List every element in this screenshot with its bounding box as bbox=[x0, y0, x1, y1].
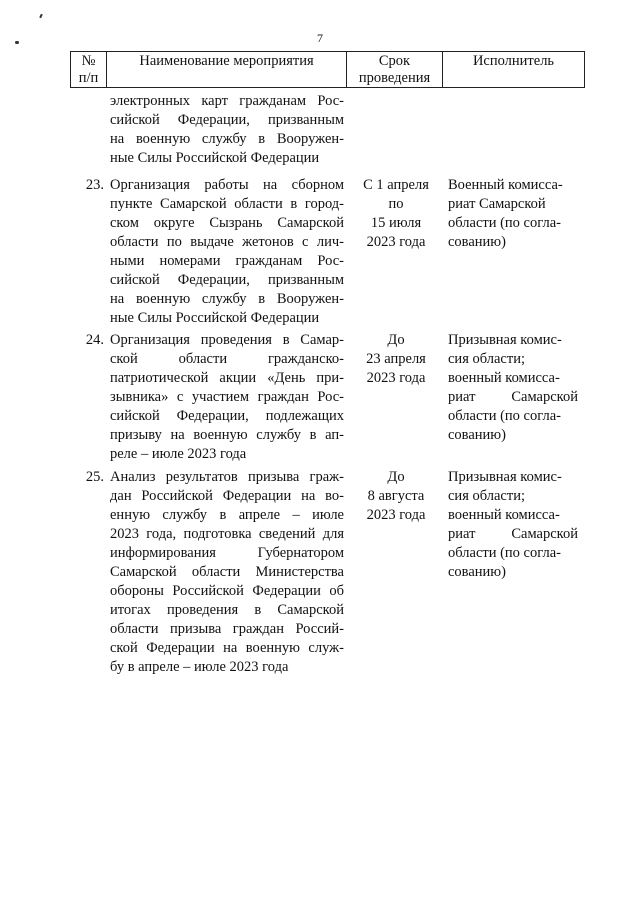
row-name-line: ской Федерации на военную служ- bbox=[110, 640, 344, 656]
row-term-line: 15 июля bbox=[370, 215, 422, 231]
row-exec-line: Военный комисса- bbox=[448, 177, 563, 193]
row-exec-line: сованию) bbox=[448, 234, 506, 250]
row-exec bbox=[448, 331, 578, 445]
row-exec-line: области (по согла- bbox=[448, 215, 561, 231]
row-name-line: ные Силы Российской Федерации bbox=[110, 310, 320, 326]
row-name-line: информирования Губернатором bbox=[110, 545, 344, 561]
header-term-line: проведения bbox=[358, 70, 431, 86]
row-num: 24. bbox=[85, 332, 104, 348]
row-name-line: электронных карт гражданам Рос- bbox=[110, 93, 344, 109]
row-exec-line: сованию) bbox=[448, 564, 506, 580]
row-name bbox=[110, 468, 344, 677]
header-exec bbox=[443, 52, 585, 88]
header-term-line: Срок bbox=[378, 53, 411, 69]
row-exec-line: области (по согла- bbox=[448, 408, 561, 424]
row-name-line: ными номерами гражданам Рос- bbox=[110, 253, 344, 269]
row-name-line: пункте Самарской области в город- bbox=[110, 196, 344, 212]
row-name-line: Организация работы на сборном bbox=[110, 177, 344, 193]
row-exec-line: риат Самарской bbox=[448, 526, 578, 542]
row-term bbox=[352, 331, 440, 388]
row-name-line: 2023 года, подготовка сведений для bbox=[110, 526, 344, 542]
row-exec-line: области (по согла- bbox=[448, 545, 561, 561]
row-exec-line: военный комисса- bbox=[448, 370, 560, 386]
row-exec bbox=[448, 468, 578, 582]
row-name-line: ском округе Сызрань Самарской bbox=[110, 215, 344, 231]
row-term bbox=[352, 176, 440, 252]
row-name-line: сийской Федерации, подлежащих bbox=[110, 408, 344, 424]
row-term-line: по bbox=[388, 196, 404, 212]
header-num-line: № bbox=[81, 53, 96, 69]
row-name-line: Самарской области Министерства bbox=[110, 564, 344, 580]
row-name-line: области по выдаче жетонов с лич- bbox=[110, 234, 344, 250]
row-exec-line: риат Самарской bbox=[448, 196, 546, 212]
row-term-line: 2023 года bbox=[366, 234, 426, 250]
row-exec-line: риат Самарской bbox=[448, 389, 578, 405]
row-num: 25. bbox=[85, 469, 104, 485]
row-name-line: зывника» с участием граждан Рос- bbox=[110, 389, 344, 405]
row-name-line: бу в апреле – июле 2023 года bbox=[110, 659, 289, 675]
row-name-line: на военную службу в Вооружен- bbox=[110, 131, 344, 147]
header-num-line: п/п bbox=[78, 70, 99, 86]
row-name-line: реле – июле 2023 года bbox=[110, 446, 247, 462]
row-term bbox=[352, 468, 440, 525]
row-term-line: 23 апреля bbox=[366, 351, 426, 367]
row-name-line: сийской Федерации, призванным bbox=[110, 272, 344, 288]
row-name-line: патриотической акции «День при- bbox=[110, 370, 344, 386]
row-exec-line: сованию) bbox=[448, 427, 506, 443]
row-term-line: 2023 года bbox=[366, 370, 426, 386]
row-num: 23. bbox=[85, 177, 104, 193]
row-name-line: дан Российской Федерации на во- bbox=[110, 488, 344, 504]
row-name bbox=[110, 331, 344, 464]
row-name-line: на военную службу в Вооружен- bbox=[110, 291, 344, 307]
table-header bbox=[70, 51, 585, 88]
scan-mark bbox=[15, 41, 19, 44]
row-exec-line: Призывная комис- bbox=[448, 469, 562, 485]
row-exec-line: военный комисса- bbox=[448, 507, 560, 523]
row-name-line: итогах проведения в Самарской bbox=[110, 602, 344, 618]
row-name-line: енную службу в апреле – июле bbox=[110, 507, 344, 523]
row-name-line: ской области гражданско- bbox=[110, 351, 344, 367]
row-exec-line: сия области; bbox=[448, 351, 525, 367]
row-name-line: Анализ результатов призыва граж- bbox=[110, 469, 344, 485]
row-name-line: области призыва граждан Россий- bbox=[110, 621, 344, 637]
row-name bbox=[110, 176, 344, 328]
row-term-line: До bbox=[387, 332, 405, 348]
row-term-line: До bbox=[387, 469, 405, 485]
row-exec-line: сия области; bbox=[448, 488, 525, 504]
header-term bbox=[347, 52, 443, 88]
row-name bbox=[110, 92, 344, 168]
scan-mark bbox=[39, 14, 43, 18]
header-name bbox=[107, 52, 347, 88]
row-exec-line: Призывная комис- bbox=[448, 332, 562, 348]
row-name-line: призыву на военную службу в ап- bbox=[110, 427, 344, 443]
header-name-label: Наименование мероприятия bbox=[139, 53, 314, 69]
page-number: 7 bbox=[317, 31, 323, 45]
header-num bbox=[71, 52, 107, 88]
header-exec-label: Исполнитель bbox=[472, 53, 555, 69]
row-name-line: Организация проведения в Самар- bbox=[110, 332, 344, 348]
row-term-line: 2023 года bbox=[366, 507, 426, 523]
row-term-line: С 1 апреля bbox=[363, 177, 429, 193]
row-exec bbox=[448, 176, 578, 252]
row-term-line: 8 августа bbox=[367, 488, 425, 504]
row-name-line: сийской Федерации, призванным bbox=[110, 112, 344, 128]
row-name-line: обороны Российской Федерации об bbox=[110, 583, 344, 599]
row-name-line: ные Силы Российской Федерации bbox=[110, 150, 320, 166]
